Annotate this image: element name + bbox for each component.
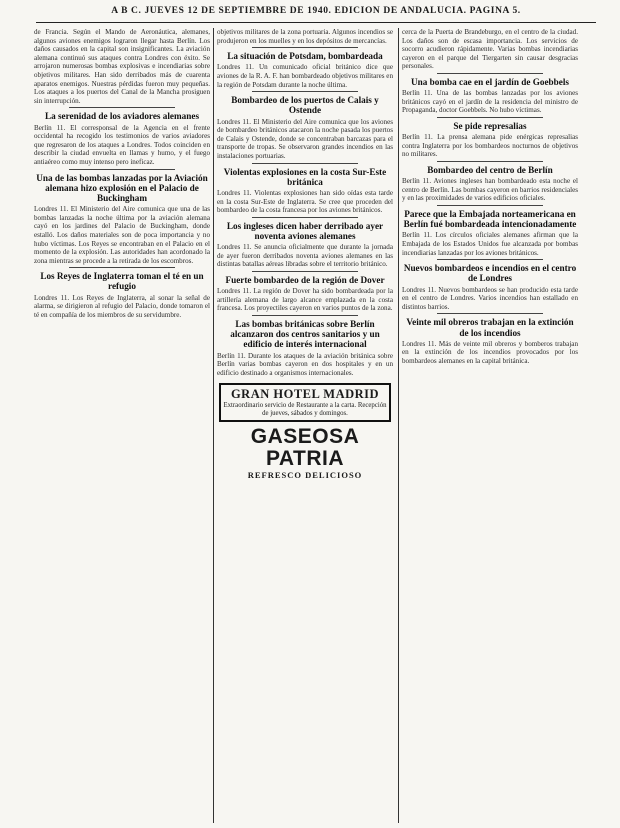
article-body: Londres 11. Violentas explosiones han sido oídas esta tarde en la costa Sur-Este de Inglaterra. Se cree que proceden del bombardeo de la costa francesa por los aviones británicos.	[217, 188, 393, 215]
article-body: Londres 11. Más de veinte mil obreros y bomberos trabajan en la extinción de los incendios provocados por los bombardeos alemanes en la capital británica.	[402, 339, 578, 365]
divider	[69, 107, 175, 108]
article-body: Londres 11. Los Reyes de Inglaterra, al sonar la señal de alarma, se dirigieron al refugio del Palacio, donde tomaron el té en compañía de los miembros de su servidumbre.	[34, 293, 210, 319]
headline: Las bombas británicas sobre Berlín alcanzaron dos centros sanitarios y un edificio de interés internacional	[230, 318, 380, 350]
article-body: Berlín 11. El corresponsal de la Agencia en el frente occidental ha recogido los testimonios de varios aviadores que regresaron de los ataques a Londres. Todos coinciden en describir la ciudad envuelta en llamas y humo, y el fuego antiaéreo como muy intenso pero ineficaz.	[34, 123, 210, 166]
article-body: Berlín 11. Los círculos oficiales alemanes afirman que la Embajada de los Estados Unidos fue alcanzada por bombas incendiarias lanzadas por los aviones británicos.	[402, 231, 578, 257]
gaseosa-advertisement	[217, 426, 393, 481]
headline: Una de las bombas lanzadas por la Aviación alemana hizo explosión en el Palacio de Buckingham	[36, 172, 208, 203]
divider	[252, 217, 358, 218]
column-rule	[398, 28, 399, 823]
divider	[69, 267, 175, 268]
page-header: A B C. JUEVES 12 DE SEPTIEMBRE DE 1940. EDICION DE ANDALUCIA. PAGINA 5.	[36, 0, 596, 23]
divider	[437, 313, 543, 314]
divider	[69, 169, 175, 170]
divider	[437, 117, 543, 118]
headline: Fuerte bombardeo de la región de Dover	[225, 274, 385, 285]
article-body: Berlín 11. Aviones ingleses han bombardeado esta noche el centro de Berlín. Las bombas cayeron en barrios residenciales y en las proximidades de varios edificios oficiales.	[402, 177, 578, 203]
article-body: objetivos militares de la zona portuaria. Algunos incendios se produjeron en los muelles y en los depósitos de mercancías.	[217, 28, 393, 45]
column-right	[402, 28, 578, 823]
headline: La situación de Potsdam, bombardeada	[227, 51, 383, 62]
article-body: Londres 11. El Ministerio del Aire comunica que una de las bombas lanzadas la noche última por la aviación alemana cayó en los jardines del Palacio de Buckingham, donde estalló. Los daños materiales son de poca importancia y no hubo víctimas. Los Reyes se encontraban en el Palacio en el momento de la explosión. Las autoridades han acordonado la zona mientras se procede a la retirada de los escombros.	[34, 205, 210, 265]
divider	[252, 47, 358, 48]
article-body: Berlín 11. Durante los ataques de la aviación británica sobre Berlín varias bombas cayeron en dos hospitales y en un edificio destinado a organismos internacionales.	[217, 351, 393, 377]
divider	[252, 315, 358, 316]
article-body: Berlín 11. Una de las bombas lanzadas por los aviones británicos cayó en el jardín de la residencia del ministro de Propaganda, doctor Goebbels. No hubo víctimas.	[402, 89, 578, 115]
article-body: Londres 11. Un comunicado oficial británico dice que aviones de la R. A. F. han bombardeado objetivos militares en la región de Potsdam durante la noche última.	[217, 63, 393, 89]
divider	[437, 73, 543, 74]
headline: Veinte mil obreros trabajan en la extinción de los incendios	[406, 317, 574, 338]
headline: Violentas explosiones en la costa Sur-Este británica	[223, 166, 387, 187]
article-body: de Francia. Según el Mando de Aeronáutica, alemanes, algunos aviones enemigos lograron llegar hasta Berlín. Los daños causados en la capital son insignificantes. La aviación alemana continuó sus ataques contra Londres con éxito. Se arrojaron numerosas bombas explosivas e incendiarias sobre objetivos militares. Han sido derribados más de cuarenta aparatos enemigos. Nuestras pérdidas fueron muy pequeñas. Los ataques a los puertos del Canal de la Mancha prosiguen sin interrupción.	[34, 28, 210, 105]
headline: Bombardeo del centro de Berlín	[427, 164, 553, 175]
divider	[437, 259, 543, 260]
ad-title: GRAN HOTEL MADRID	[230, 387, 380, 402]
divider	[437, 161, 543, 162]
column-rule	[213, 28, 214, 823]
article-body: cerca de la Puerta de Brandeburgo, en el centro de la ciudad. Los daños son de escasa importancia. Los servicios de socorro acudieron rápidamente. Varias bombas incendiarias cayeron en el parque del Tiergarten sin causar desgracias personales.	[402, 28, 578, 71]
article-body: Londres 11. Se anuncia oficialmente que durante la jornada de ayer fueron derribados noventa aviones alemanes en las distintas batallas aéreas libradas sobre el territorio británico.	[217, 243, 393, 269]
column-middle	[217, 28, 393, 823]
article-body: Berlín 11. La prensa alemana pide enérgicas represalias contra Inglaterra por los bombardeos nocturnos de objetivos no militares.	[402, 133, 578, 159]
ad-text: Extraordinario servicio de Restaurante a la carta. Recepción de jueves, sábados y domingos.	[223, 402, 387, 418]
ad-title: GASEOSA PATRIA	[250, 425, 360, 471]
headline: Parece que la Embajada norteamericana en Berlín fué bombardeada intencionadamente	[403, 208, 577, 230]
headline: Una bomba cae en el jardín de Goebbels	[411, 76, 569, 87]
article-body: Londres 11. La región de Dover ha sido bombardeada por la artillería alemana de largo alcance emplazada en la costa francesa. Los proyectiles cayeron en varios puntos de la zona.	[217, 287, 393, 313]
headline: Se pide represalias	[453, 120, 527, 131]
divider	[252, 91, 358, 92]
article-body: Londres 11. Nuevos bombardeos se han producido esta tarde en el centro de Londres. Varios incendios han estallado en distintos barrios.	[402, 285, 578, 311]
divider	[252, 163, 358, 164]
hotel-advertisement	[219, 383, 391, 422]
headline: Nuevos bombardeos e incendios en el centro de Londres	[403, 263, 577, 284]
divider	[252, 271, 358, 272]
article-body: Londres 11. El Ministerio del Aire comunica que los aviones de bombardeo británicos atacaron la noche pasada los puertos de Calais y Ostende, donde se concentraban barcazas para el transporte de tropas. Se observaron grandes incendios en las instalaciones portuarias.	[217, 117, 393, 160]
column-left	[34, 28, 210, 823]
headline: Los ingleses dicen haber derribado ayer noventa aviones alemanes	[226, 220, 384, 241]
headline: Los Reyes de Inglaterra toman el té en un refugio	[40, 271, 204, 292]
headline: Bombardeo de los puertos de Calais y Ostende	[231, 95, 379, 116]
divider	[437, 205, 543, 206]
headline: La serenidad de los aviadores alemanes	[44, 111, 200, 122]
ad-subtitle: REFRESCO DELICIOSO	[247, 470, 363, 481]
